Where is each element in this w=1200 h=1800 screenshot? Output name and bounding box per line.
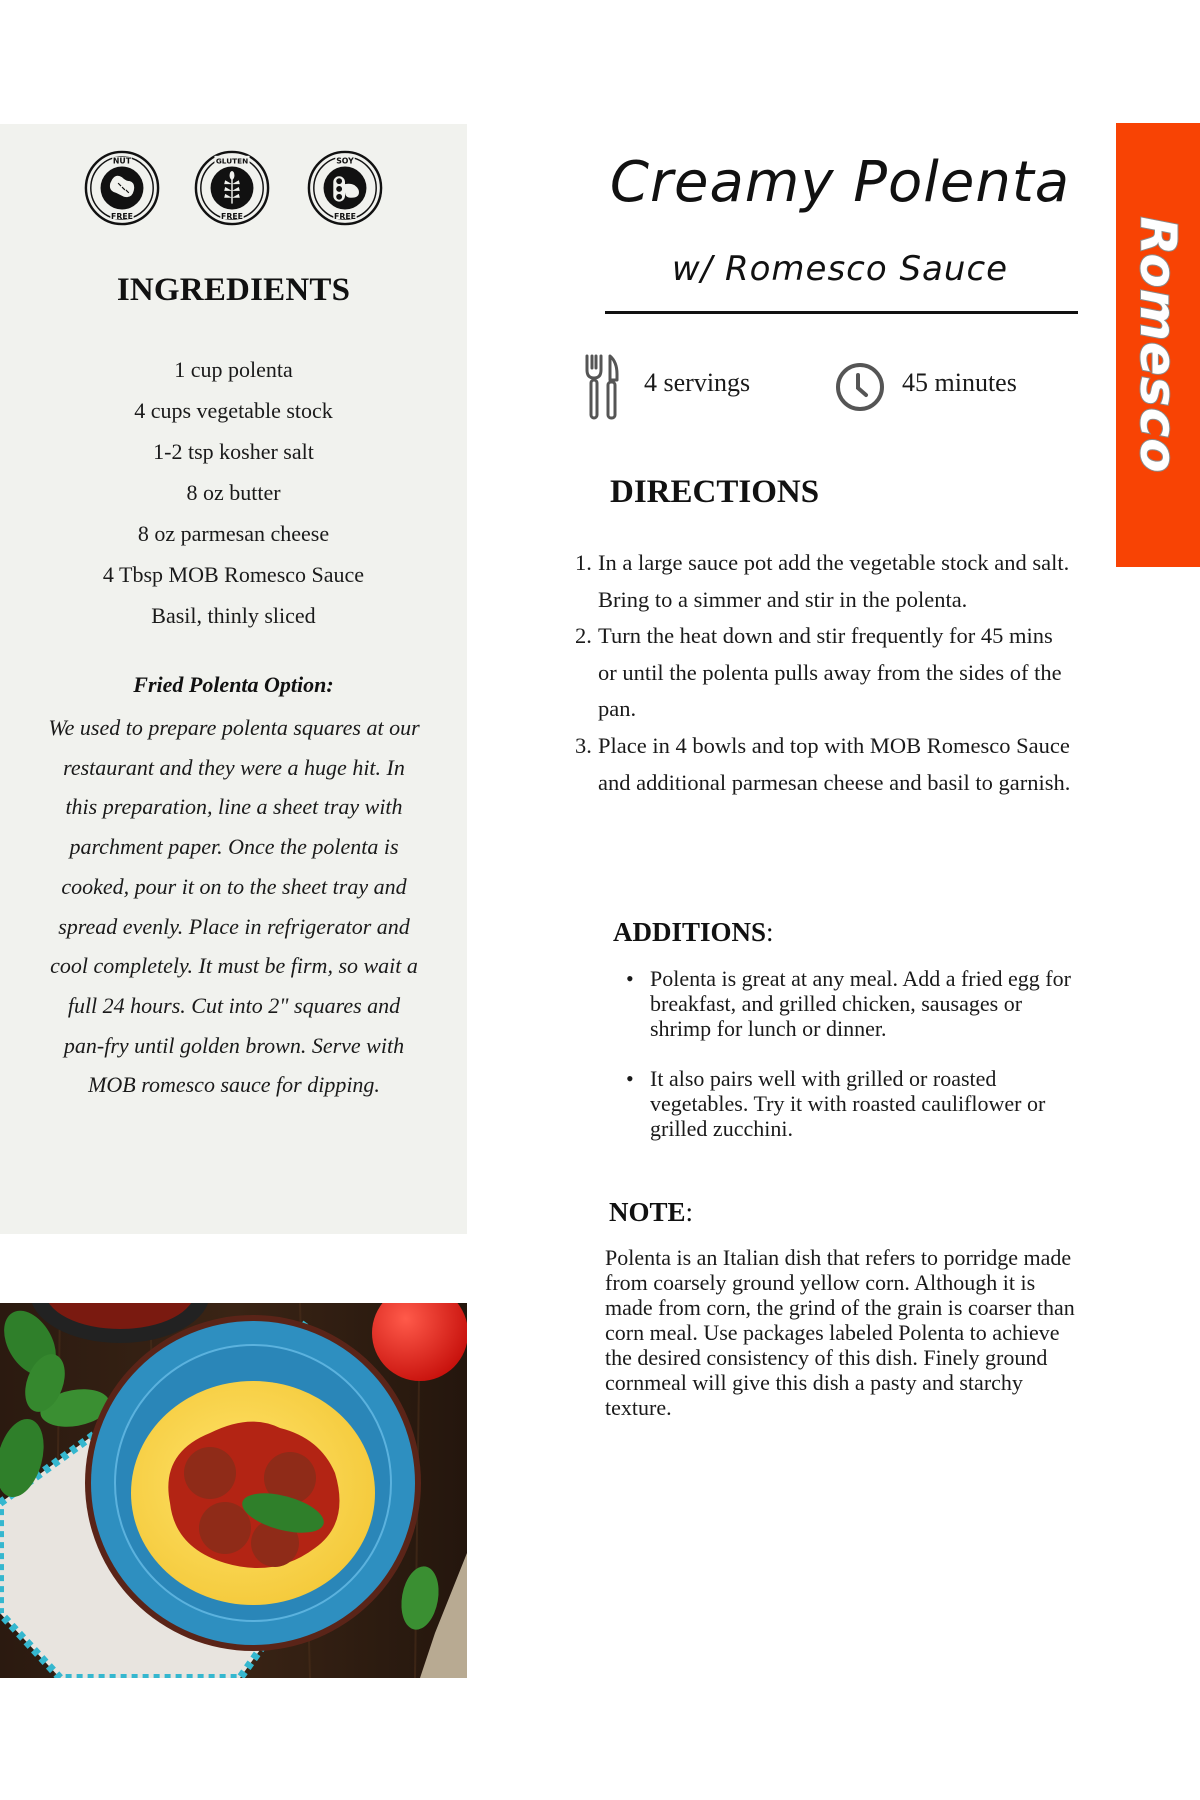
wheat-icon [193,149,271,227]
note-colon: : [685,1197,694,1227]
svg-text:SOY: SOY [336,156,354,166]
polenta-dish-photo [0,1303,467,1678]
step-text: Place in 4 bowls and top with MOB Romesco Sauce and additional parmesan cheese and basil to garnish. [598,732,1071,795]
direction-step [575,728,1075,801]
svg-text:FREE: FREE [334,212,356,222]
addition-item [622,1066,1078,1141]
recipe-subtitle: w/ Romesco Sauce [671,249,1009,289]
nut-free-badge [83,149,161,227]
svg-text:FREE: FREE [221,212,243,222]
direction-step [575,545,1075,618]
recipe-title: Creamy Polenta [609,150,1071,215]
additions-list [622,966,1078,1166]
side-tab-label: Romesco [1129,216,1187,474]
step-number: 1. [575,550,592,575]
svg-text:NUT: NUT [112,156,132,166]
fried-polenta-text: We used to prepare polenta squares at our restaurant and they were a huge hit. In this preparation, line a sheet tray with parchment paper. Once the polenta is cooked, pour it on to the sheet tray and spread evenly. Place in refrigerator and cool completely. It must be firm, so wait a full 24 hours. Cut into 2" squares and pan-fry until golden brown. Serve with MOB romesco sauce for dipping. [48,715,420,1098]
step-text: In a large sauce pot add the vegetable stock and salt. Bring to a simmer and stir in the polenta. [598,550,1070,612]
ingredients-heading: INGREDIENTS [116,272,351,308]
addition-text: It also pairs well with grilled or roasted vegetables. Try it with roasted cauliflower or grilled zucchini. [650,1066,1046,1141]
peanut-icon [83,149,161,227]
ingredient-item: 4 cups vegetable stock [134,398,333,423]
fried-polenta-heading: Fried Polenta Option: [133,672,334,697]
step-number: 3. [575,732,592,758]
ingredients-list [0,349,467,636]
romesco-side-tab [1116,123,1200,567]
allergen-badges [0,149,467,229]
additions-colon: : [766,917,774,947]
bullet: • [626,1066,634,1091]
note-heading [609,1197,693,1228]
bullet: • [626,966,634,991]
ingredient-item: 8 oz parmesan cheese [137,521,330,546]
note-text: Polenta is an Italian dish that refers to porridge made from coarsely ground yellow corn. Although it is made from corn, the grind of the grain is coarser than corn meal. Use packages labeled Polenta to achieve the desired consistency of this dish. Finely ground cornmeal will give this dish a pasty and starchy texture. [605,1245,1075,1420]
soy-free-badge [306,149,384,227]
step-number: 2. [575,623,592,649]
ingredient-item: Basil, thinly sliced [151,603,316,628]
clock-icon [834,361,886,413]
addition-text: Polenta is great at any meal. Add a fried egg for breakfast, and grilled chicken, sausages or shrimp for lunch or dinner. [650,966,1071,1041]
direction-step [575,618,1075,728]
directions-heading: DIRECTIONS [610,474,820,510]
time-text: 45 minutes [902,368,1017,397]
directions-list [575,545,1075,801]
step-text: Turn the heat down and stir frequently for 45 mins or until the polenta pulls away from the sides of the pan. [598,623,1062,722]
additions-heading [613,917,774,948]
utensils-icon [584,352,620,422]
gluten-free-badge [193,149,271,227]
ingredient-item: 8 oz butter [186,480,281,505]
ingredient-item: 1 cup polenta [174,357,293,382]
ingredient-item: 4 Tbsp MOB Romesco Sauce [102,562,365,587]
title-divider [605,311,1078,314]
svg-text:GLUTEN: GLUTEN [215,156,249,166]
ingredients-panel [0,124,467,1234]
svg-text:FREE: FREE [111,212,133,222]
note-heading-text: NOTE [609,1197,686,1227]
addition-item [622,966,1078,1041]
soybean-icon [306,149,384,227]
ingredient-item: 1-2 tsp kosher salt [153,439,314,464]
additions-heading-text: ADDITIONS [613,917,767,947]
food-photo-image [0,1303,467,1678]
servings-text: 4 servings [644,368,751,397]
